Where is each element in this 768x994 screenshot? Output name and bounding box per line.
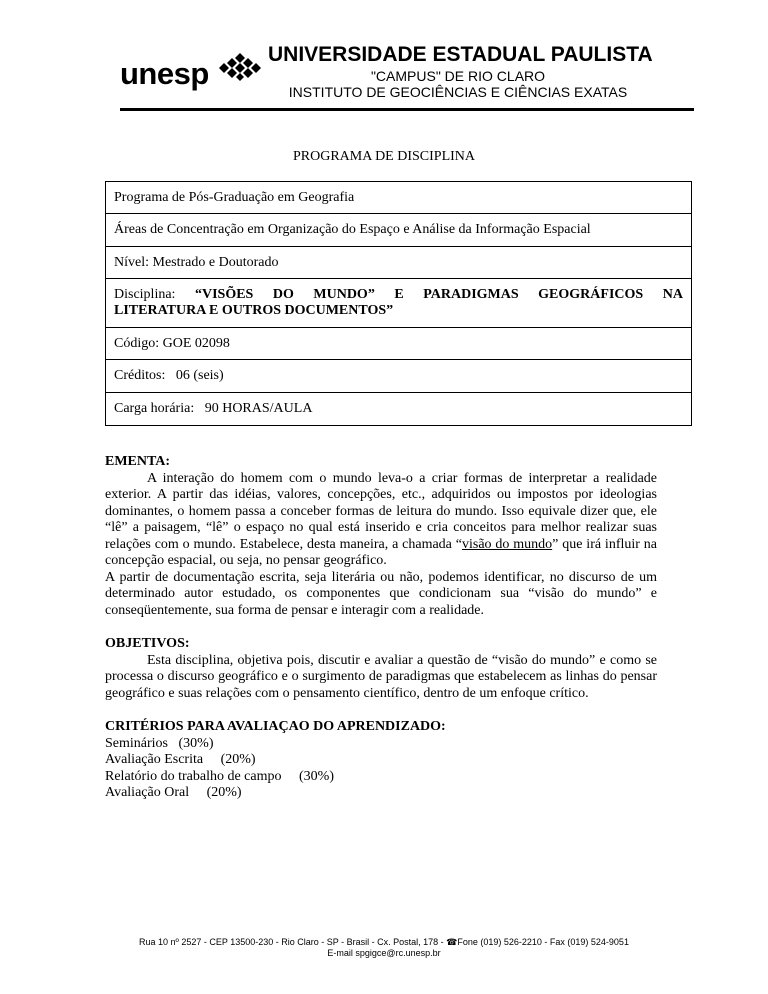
program-text: Programa de Pós-Graduação em Geografia	[114, 189, 355, 205]
discipline-word: “VISÕES	[194, 287, 254, 302]
letterhead	[0, 40, 768, 112]
objectives-paragraph: Esta disciplina, objetiva pois, discutir e avaliar a questão de “visão do mundo” e como se processa o discurso geográfico e o surgimento de paradigmas que estabelecem as linhas do pensar geográfico e suas relações com o pensamento científico, dentro de um enfoque crítico.	[105, 652, 657, 701]
criteria-item: Seminários (30%)	[105, 735, 214, 751]
ementa-paragraph-2: A partir de documentação escrita, seja literária ou não, podemos identificar, no discurso de um determinado autor estudado, os componentes que condicionam sua “visão do mundo” e conseqüentemente, sua forma de pensar e interagir com a realidade.	[105, 569, 657, 618]
criteria-item: Avaliação Oral (20%)	[105, 785, 242, 800]
workload-text: Carga horária: 90 HORAS/AULA	[114, 401, 313, 416]
credits-row	[106, 360, 691, 393]
level-row	[106, 247, 691, 279]
discipline-word: MUNDO”	[313, 287, 375, 302]
discipline-row	[106, 279, 691, 328]
page-footer	[0, 937, 768, 959]
criteria-heading: CRITÉRIOS PARA AVALIAÇAO DO APRENDIZADO:	[105, 719, 446, 734]
level-text: Nível: Mestrado e Doutorado	[114, 254, 279, 270]
ementa-paragraph-1	[105, 471, 657, 570]
program-row	[106, 182, 691, 214]
unesp-logo-icon	[218, 52, 262, 82]
workload-row	[106, 393, 691, 425]
footer-address: Rua 10 nº 2527 - CEP 13500-230 - Rio Claro - SP - Brasil - Cx. Postal, 178 - ☎Fone (019) 526-2210 - Fax (019) 524-9051	[139, 937, 629, 947]
discipline-line-2: LITERATURA E OUTROS DOCUMENTOS”	[114, 303, 394, 318]
code-text: Código: GOE 02098	[114, 335, 230, 351]
document-title: PROGRAMA DE DISCIPLINA	[292, 149, 476, 164]
criteria-item: Avaliação Escrita (20%)	[105, 752, 256, 767]
ementa-heading: EMENTA:	[105, 454, 171, 469]
areas-text: Áreas de Concentração em Organização do Espaço e Análise da Informação Espacial	[114, 222, 591, 237]
discipline-word: DO	[272, 287, 294, 302]
areas-row	[106, 214, 691, 247]
discipline-label: Disciplina:	[114, 287, 176, 302]
discipline-line-1	[114, 287, 683, 303]
course-info-table	[105, 181, 692, 426]
discipline-word: E	[394, 287, 404, 302]
criteria-item: Relatório do trabalho de campo (30%)	[105, 768, 334, 784]
document-body	[105, 454, 657, 802]
objectives-heading: OBJETIVOS:	[105, 636, 190, 651]
code-row	[106, 328, 691, 360]
header-divider	[120, 108, 694, 111]
discipline-word: GEOGRÁFICOS	[538, 287, 644, 302]
institute-name: INSTITUTO DE GEOCIÊNCIAS E CIÊNCIAS EXATAS	[288, 84, 628, 100]
ementa-text: A interação do homem com o mundo leva-o a criar formas de interpretar a realidade exterior. A partir das idéias, valores, concepções, etc., adquiridos ou impostos por ideologias dominantes, o homem passa a conceber formas de leitura do mundo. Isso equivale dizer que, ele “lê” a paisagem, “lê” o espaço no qual está inserido e cria conceitos para melhor realizar suas relações com o mundo. Estabelece, desta maneira, a chamada “	[105, 470, 657, 552]
discipline-word: NA	[662, 287, 683, 302]
ementa-text: ” que irá influir na concepção espacial, ou seja, no pensar geográfico.	[105, 536, 658, 568]
university-name: UNIVERSIDADE ESTADUAL PAULISTA	[268, 43, 653, 66]
campus-name: "CAMPUS" DE RIO CLARO	[370, 68, 546, 84]
credits-text: Créditos: 06 (seis)	[114, 368, 224, 383]
footer-email: E-mail spgigce@rc.unesp.br	[327, 948, 441, 958]
underlined-term: visão do mundo	[461, 536, 553, 552]
unesp-logo-text: unesp	[120, 56, 209, 91]
discipline-word: PARADIGMAS	[423, 287, 519, 302]
